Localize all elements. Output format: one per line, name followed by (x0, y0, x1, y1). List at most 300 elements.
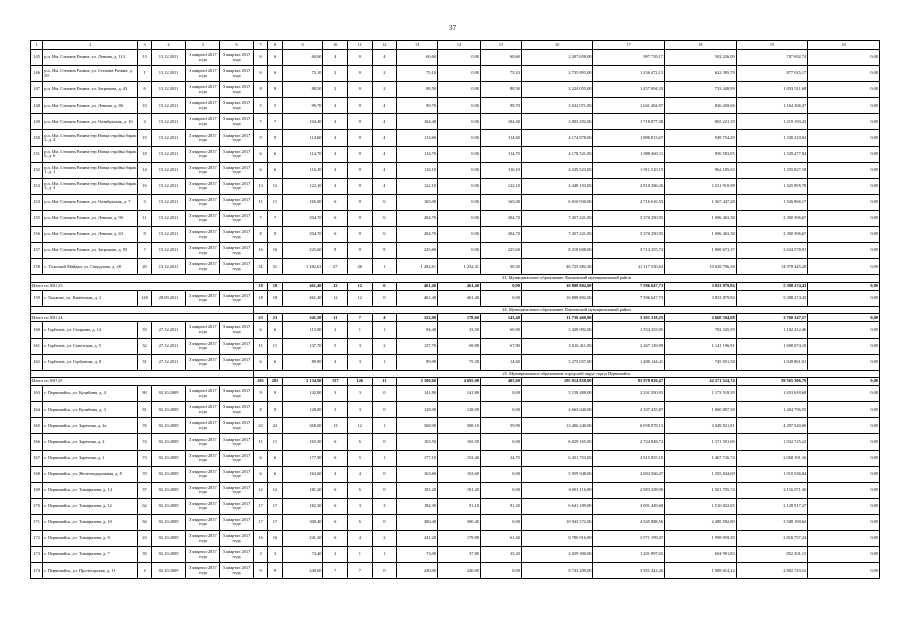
value-cell-c7: 17 (253, 498, 267, 514)
value-cell-c7: 3 (253, 547, 267, 563)
value-cell-c14: 0,00 (438, 243, 481, 259)
value-cell-c13: 300,40 (397, 514, 438, 530)
value-cell-c20: 0,00 (808, 354, 880, 370)
value-cell-c11: 3 (348, 402, 373, 418)
column-number-cell: 5 (186, 41, 220, 50)
value-cell-c10: 4 (323, 354, 348, 370)
date-cell: 15.12.2011 (151, 178, 186, 194)
table-row (31, 418, 880, 434)
value-cell-c18: 1 141 196,91 (665, 338, 737, 354)
value-cell-c18: 10 629 706,38 (665, 259, 737, 275)
value-cell-c18: 733 448,99 (665, 82, 737, 98)
date-cell: 15.12.2011 (151, 50, 186, 66)
date-cell: 15.12.2011 (151, 66, 186, 82)
value-cell-c14: 152,40 (438, 450, 481, 466)
value-cell-c13: 114,60 (397, 130, 438, 146)
row-number-cell: 173 (31, 547, 43, 563)
actual-date-cell: 3 квартал 2017 года (220, 146, 254, 162)
table-row (31, 290, 880, 306)
value-cell-c16: 4 229 523,00 (521, 162, 593, 178)
value-cell-c12: 2 (372, 531, 397, 547)
total-cell-c9: 461,40 (282, 282, 323, 290)
planned-date-cell: 3 квартал 2017 года (186, 50, 220, 66)
value-cell-c19: 1 102 412,46 (736, 322, 808, 338)
value-cell-c8: 13 (268, 178, 282, 194)
doc-number-cell: 14 (138, 162, 151, 178)
date-cell: 02.10.2009 (151, 563, 186, 579)
actual-date-cell: 3 квартал 2017 года (220, 386, 254, 402)
value-cell-c8: 17 (268, 514, 282, 530)
column-number-cell: 2 (43, 41, 138, 50)
value-cell-c8: 6 (268, 466, 282, 482)
total-cell-c7: 281 (253, 378, 267, 386)
value-cell-c15: 88,50 (480, 82, 521, 98)
value-cell-c9: 113,90 (282, 322, 323, 338)
value-cell-c16: 5 959 948,00 (521, 466, 593, 482)
value-cell-c12: 1 (372, 354, 397, 370)
row-number-cell: 160 (31, 322, 43, 338)
value-cell-c16: 7 457 221,00 (521, 227, 593, 243)
value-cell-c11: 0 (348, 162, 373, 178)
value-cell-c18: 3 049 821,81 (665, 418, 737, 434)
value-cell-c10: 3 (323, 386, 348, 402)
total-cell-c17: 83 978 026,47 (593, 378, 665, 386)
value-cell-c12: 4 (372, 50, 397, 66)
value-cell-c15: 165,00 (480, 194, 521, 210)
value-cell-c15: 114,60 (480, 130, 521, 146)
address-cell: г. Первомайск, ул. Тимирязева, д. 8 (43, 531, 138, 547)
value-cell-c10: 6 (323, 434, 348, 450)
value-cell-c18: 826 269,66 (665, 98, 737, 114)
value-cell-c7: 12 (253, 482, 267, 498)
date-cell: 02.10.2009 (151, 402, 186, 418)
date-cell: 15.12.2011 (151, 130, 186, 146)
value-cell-c14: 0,00 (438, 227, 481, 243)
doc-number-cell: 3 (138, 194, 151, 210)
value-cell-c14: 75,30 (438, 354, 481, 370)
value-cell-c17: 2 331 350,93 (593, 386, 665, 402)
doc-number-cell: 81 (138, 402, 151, 418)
value-cell-c17: 997 739,17 (593, 50, 665, 66)
value-cell-c14: 308,10 (438, 418, 481, 434)
actual-date-cell: 3 квартал 2017 года (220, 482, 254, 498)
value-cell-c18: 865 221,19 (665, 114, 737, 130)
total-cell-c17: 5 301 518,25 (593, 314, 665, 322)
value-cell-c7: 6 (253, 50, 267, 66)
value-cell-c14: 0,00 (438, 66, 481, 82)
row-number-cell: 164 (31, 402, 43, 418)
total-cell-c18: 42 271 524,74 (665, 378, 737, 386)
value-cell-c10: 2 (323, 66, 348, 82)
doc-number-cell: 32 (138, 338, 151, 354)
row-number-cell: 155 (31, 210, 43, 226)
value-cell-c20: 0,00 (808, 434, 880, 450)
table-row (31, 98, 880, 114)
value-cell-c17: 2 267 139,99 (593, 338, 665, 354)
value-cell-c9: 182,30 (282, 498, 323, 514)
value-cell-c14: 0,00 (438, 178, 481, 194)
value-cell-c12: 6 (372, 194, 397, 210)
value-cell-c16: 13 406 240,00 (521, 418, 593, 434)
date-cell: 02.10.2009 (151, 547, 186, 563)
value-cell-c20: 0,00 (808, 66, 880, 82)
address-cell: г. Первомайск, ул. Заречная, д. 1 (43, 450, 138, 466)
value-cell-c20: 0,00 (808, 114, 880, 130)
value-cell-c8: 9 (268, 563, 282, 579)
total-cell-c10: 11 (323, 314, 348, 322)
value-cell-c12: 1 (372, 450, 397, 466)
value-cell-c15: 0,00 (480, 434, 521, 450)
value-cell-c11: 0 (348, 227, 373, 243)
actual-date-cell: 3 квартал 2017 года (220, 322, 254, 338)
value-cell-c16: 3 224 055,00 (521, 82, 593, 98)
value-cell-c20: 0,00 (808, 194, 880, 210)
table-row (31, 227, 880, 243)
value-cell-c15: 104,40 (480, 114, 521, 130)
planned-date-cell: 3 квартал 2017 года (186, 146, 220, 162)
value-cell-c17: 1 201 897,02 (593, 547, 665, 563)
row-number-cell: 154 (31, 194, 43, 210)
table-row (31, 322, 880, 338)
doc-number-cell: 76 (138, 418, 151, 434)
actual-date-cell: 3 квартал 2017 года (220, 130, 254, 146)
value-cell-c19: 2 634 578,91 (736, 243, 808, 259)
value-cell-c12: 4 (372, 98, 397, 114)
value-cell-c11: 6 (348, 434, 373, 450)
date-cell: 15.12.2011 (151, 259, 186, 275)
value-cell-c14: 37,80 (438, 547, 481, 563)
doc-number-cell: 8 (138, 227, 151, 243)
value-cell-c9: 1 282,61 (282, 259, 323, 275)
row-number-cell: 170 (31, 498, 43, 514)
actual-date-cell: 3 квартал 2017 года (220, 178, 254, 194)
value-cell-c7: 6 (253, 466, 267, 482)
table-row (31, 547, 880, 563)
planned-date-cell: 3 квартал 2017 года (186, 531, 220, 547)
value-cell-c17: 1 554 233,95 (593, 322, 665, 338)
value-cell-c19: 2 116 071,36 (736, 482, 808, 498)
value-cell-c20: 0,00 (808, 178, 880, 194)
address-cell: г. Первомайск, ул. Кулибина, д. 4 (43, 386, 138, 402)
value-cell-c20: 0,00 (808, 338, 880, 354)
value-cell-c13: 116,10 (397, 162, 438, 178)
value-cell-c16: 5 016 411,00 (521, 338, 593, 354)
value-cell-c11: 0 (348, 243, 373, 259)
planned-date-cell: 3 квартал 2017 года (186, 434, 220, 450)
page-number: 37 (449, 24, 456, 32)
section-title: 25. Муниципальное образование городской округ город Первомайск (253, 370, 879, 378)
value-cell-c20: 0,00 (808, 130, 880, 146)
value-cell-c18: 950 583,05 (665, 146, 737, 162)
section-title-row (31, 370, 880, 378)
date-cell: 28.09.2011 (151, 290, 186, 306)
table-row (31, 434, 880, 450)
total-cell-c9: 5 134,90 (282, 378, 323, 386)
planned-date-cell: 3 квартал 2017 года (186, 466, 220, 482)
planned-date-cell: 3 квартал 2017 года (186, 547, 220, 563)
value-cell-c20: 0,00 (808, 386, 880, 402)
value-cell-c15: 116,10 (480, 162, 521, 178)
value-cell-c12: 0 (372, 386, 397, 402)
actual-date-cell: 3 квартал 2017 года (220, 98, 254, 114)
value-cell-c8: 6 (268, 322, 282, 338)
value-cell-c19: 877 025,17 (736, 66, 808, 82)
column-number-cell: 7 (253, 41, 267, 50)
value-cell-c18: 1 173 518,39 (665, 386, 737, 402)
value-cell-c8: 6 (268, 66, 282, 82)
value-cell-c14: 181,20 (438, 482, 481, 498)
total-cell-c13: 322,00 (397, 314, 438, 322)
planned-date-cell: 3 квартал 2017 года (186, 66, 220, 82)
value-cell-c13: 122,10 (397, 178, 438, 194)
value-cell-c15: 0,00 (480, 386, 521, 402)
column-number-cell: 12 (372, 41, 397, 50)
value-cell-c9: 240,00 (282, 563, 323, 579)
value-cell-c7: 6 (253, 450, 267, 466)
total-cell-c7: 23 (253, 314, 267, 322)
value-cell-c16: 8 786 916,00 (521, 531, 593, 547)
total-cell-c16: 11 730 460,00 (521, 314, 593, 322)
value-cell-c12: 0 (372, 466, 397, 482)
date-cell: 15.12.2011 (151, 210, 186, 226)
value-cell-c13: 240,00 (397, 563, 438, 579)
value-cell-c19: 14 978 445,28 (736, 259, 808, 275)
value-cell-c8: 17 (268, 498, 282, 514)
value-cell-c9: 104,40 (282, 114, 323, 130)
address-cell: г. Первомайск, ул. Железнодорожная, д. 8 (43, 466, 138, 482)
value-cell-c9: 116,10 (282, 162, 323, 178)
actual-date-cell: 3 квартал 2017 года (220, 563, 254, 579)
value-cell-c19: 2 816 757,24 (736, 531, 808, 547)
value-cell-c13: 137,70 (397, 338, 438, 354)
value-cell-c19: 1 932 725,22 (736, 434, 808, 450)
value-cell-c19: 1 608 074,10 (736, 338, 808, 354)
planned-date-cell: 3 квартал 2017 года (186, 259, 220, 275)
value-cell-c7: 16 (253, 531, 267, 547)
value-cell-c7: 6 (253, 162, 267, 178)
actual-date-cell: 3 квартал 2017 года (220, 450, 254, 466)
value-cell-c15: 35,20 (480, 547, 521, 563)
value-cell-c20: 0,00 (808, 514, 880, 530)
value-cell-c16: 4 178 521,00 (521, 146, 593, 162)
value-cell-c10: 6 (323, 210, 348, 226)
value-cell-c9: 225,60 (282, 243, 323, 259)
value-cell-c10: 27 (323, 259, 348, 275)
total-label: Итого по МО 23 (31, 282, 254, 290)
table-row (31, 402, 880, 418)
table-row (31, 114, 880, 130)
row-number-cell: 153 (31, 178, 43, 194)
doc-number-cell: 11 (138, 210, 151, 226)
column-number-cell: 8 (268, 41, 282, 50)
row-number-cell: 165 (31, 418, 43, 434)
actual-date-cell: 3 квартал 2017 года (220, 66, 254, 82)
value-cell-c8: 9 (268, 386, 282, 402)
value-cell-c19: 2 068 191,16 (736, 450, 808, 466)
value-cell-c20: 0,00 (808, 50, 880, 66)
value-cell-c19: 3 508 100,64 (736, 514, 808, 530)
value-cell-c19: 1 164 306,37 (736, 98, 808, 114)
value-cell-c14: 240,00 (438, 563, 481, 579)
total-label: Итого по МО 24 (31, 314, 254, 322)
value-cell-c8: 6 (268, 146, 282, 162)
doc-number-cell: 120 (138, 290, 151, 306)
value-cell-c8: 11 (268, 194, 282, 210)
doc-number-cell: 80 (138, 386, 151, 402)
actual-date-cell: 3 квартал 2017 года (220, 514, 254, 530)
value-cell-c17: 3 951 442,26 (593, 563, 665, 579)
value-cell-c8: 18 (268, 290, 282, 306)
value-cell-c13: 104,40 (397, 114, 438, 130)
doc-number-cell: 70 (138, 466, 151, 482)
column-number-cell: 15 (480, 41, 521, 50)
value-cell-c11: 0 (348, 82, 373, 98)
value-cell-c12: 2 (372, 66, 397, 82)
actual-date-cell: 3 квартал 2017 года (220, 227, 254, 243)
value-cell-c17: 2 107 435,87 (593, 402, 665, 418)
value-cell-c9: 128,00 (282, 402, 323, 418)
value-cell-c7: 6 (253, 146, 267, 162)
doc-number-cell: 20 (138, 259, 151, 275)
actual-date-cell: 3 квартал 2017 года (220, 290, 254, 306)
value-cell-c8: 6 (268, 354, 282, 370)
value-cell-c14: 300,40 (438, 514, 481, 530)
table-body (31, 41, 880, 579)
value-cell-c7: 8 (253, 82, 267, 98)
value-cell-c15: 122,10 (480, 178, 521, 194)
row-number-cell: 147 (31, 82, 43, 98)
value-cell-c15: 60,90 (480, 322, 521, 338)
doc-number-cell: 23 (138, 531, 151, 547)
value-cell-c14: 1 232,31 (438, 259, 481, 275)
section-title-row (31, 275, 880, 283)
value-cell-c10: 6 (323, 194, 348, 210)
table-row (31, 66, 880, 82)
planned-date-cell: 3 квартал 2017 года (186, 354, 220, 370)
section-spacer-cell (31, 306, 254, 314)
value-cell-c17: 6 058 878,13 (593, 418, 665, 434)
address-cell: р.п. Им. Степана Разина тер Новая стройка барак 6, д. 6 (43, 146, 138, 162)
total-cell-c8: 23 (268, 314, 282, 322)
row-number-cell: 166 (31, 434, 43, 450)
value-cell-c15: 75,10 (480, 66, 521, 82)
date-cell: 02.10.2009 (151, 418, 186, 434)
value-cell-c10: 4 (323, 130, 348, 146)
table-row (31, 498, 880, 514)
table-row (31, 563, 880, 579)
value-cell-c9: 241,20 (282, 531, 323, 547)
value-cell-c8: 51 (268, 259, 282, 275)
value-cell-c20: 0,00 (808, 98, 880, 114)
value-cell-c19: 707 692,74 (736, 50, 808, 66)
value-cell-c10: 13 (323, 418, 348, 434)
value-cell-c12: 1 (372, 322, 397, 338)
table-row (31, 386, 880, 402)
doc-number-cell: 4 (138, 114, 151, 130)
value-cell-c19: 1 910 536,84 (736, 466, 808, 482)
value-cell-c11: 3 (348, 386, 373, 402)
planned-date-cell: 3 квартал 2017 года (186, 402, 220, 418)
value-cell-c11: 12 (348, 418, 373, 434)
value-cell-c19: 2 390 506,67 (736, 227, 808, 243)
column-number-cell: 16 (521, 41, 593, 50)
value-cell-c17: 2 983 338,90 (593, 482, 665, 498)
value-cell-c18: 604 991,83 (665, 547, 737, 563)
value-cell-c17: 1 718 877,38 (593, 114, 665, 130)
total-cell-c12: 4 (372, 314, 397, 322)
value-cell-c18: 962 185,63 (665, 162, 737, 178)
value-cell-c7: 51 (253, 259, 267, 275)
value-cell-c8: 16 (268, 531, 282, 547)
address-cell: р.п. Им. Степана Разина тер Новая стройка барак 2, д. 2 (43, 130, 138, 146)
value-cell-c17: 1 911 510,19 (593, 162, 665, 178)
value-cell-c11: 0 (348, 146, 373, 162)
total-cell-c7: 18 (253, 282, 267, 290)
value-cell-c15: 0,00 (480, 466, 521, 482)
value-cell-c10: 6 (323, 482, 348, 498)
value-cell-c17: 3 370 250,95 (593, 210, 665, 226)
value-cell-c13: 73,00 (397, 547, 438, 563)
actual-date-cell: 3 квартал 2017 года (220, 547, 254, 563)
value-cell-c11: 6 (348, 482, 373, 498)
value-cell-c18: 1 060 807,58 (665, 402, 737, 418)
value-cell-c12: 1 (372, 547, 397, 563)
value-cell-c12: 4 (372, 114, 397, 130)
address-cell: г. Первомайск, ул. Заречная, д. 2 (43, 434, 138, 450)
value-cell-c12: 0 (372, 482, 397, 498)
total-cell-c19: 5 388 274,43 (736, 282, 808, 290)
value-cell-c20: 0,00 (808, 466, 880, 482)
total-cell-c12: 11 (372, 378, 397, 386)
value-cell-c10: 2 (323, 322, 348, 338)
value-cell-c7: 17 (253, 514, 267, 530)
column-number-row (31, 41, 880, 50)
value-cell-c13: 165,00 (397, 194, 438, 210)
doc-number-cell: 84 (138, 514, 151, 530)
column-number-cell: 1 (31, 41, 43, 50)
value-cell-c8: 8 (268, 227, 282, 243)
doc-number-cell: 4 (138, 563, 151, 579)
date-cell: 15.12.2011 (151, 98, 186, 114)
doc-number-cell: 15 (138, 130, 151, 146)
value-cell-c9: 165,00 (282, 194, 323, 210)
total-cell-c13: 461,40 (397, 282, 438, 290)
date-cell: 27.12.2011 (151, 338, 186, 354)
actual-date-cell: 3 квартал 2017 года (220, 114, 254, 130)
total-cell-c11: 12 (348, 282, 373, 290)
value-cell-c13: 204,70 (397, 227, 438, 243)
housing-register-table (30, 40, 880, 579)
value-cell-c20: 0,00 (808, 259, 880, 275)
address-cell: г. Лысково, ул. Каменская, д. 2 (43, 290, 138, 306)
value-cell-c20: 0,00 (808, 227, 880, 243)
value-cell-c14: 91,10 (438, 498, 481, 514)
value-cell-c18: 745 051,58 (665, 354, 737, 370)
value-cell-c11: 0 (348, 66, 373, 82)
value-cell-c11: 4 (348, 531, 373, 547)
value-cell-c9: 165,50 (282, 434, 323, 450)
value-cell-c18: 1 371 591,06 (665, 434, 737, 450)
date-cell: 15.12.2011 (151, 162, 186, 178)
actual-date-cell: 3 квартал 2017 года (220, 466, 254, 482)
value-cell-c18: 1 696 463,38 (665, 227, 737, 243)
value-cell-c19: 2 802 743,52 (736, 563, 808, 579)
value-cell-c13: 461,40 (397, 290, 438, 306)
value-cell-c15: 61,40 (480, 531, 521, 547)
value-cell-c16: 7 457 221,00 (521, 210, 593, 226)
value-cell-c7: 9 (253, 563, 267, 579)
total-cell-c18: 2 668 594,08 (665, 314, 737, 322)
